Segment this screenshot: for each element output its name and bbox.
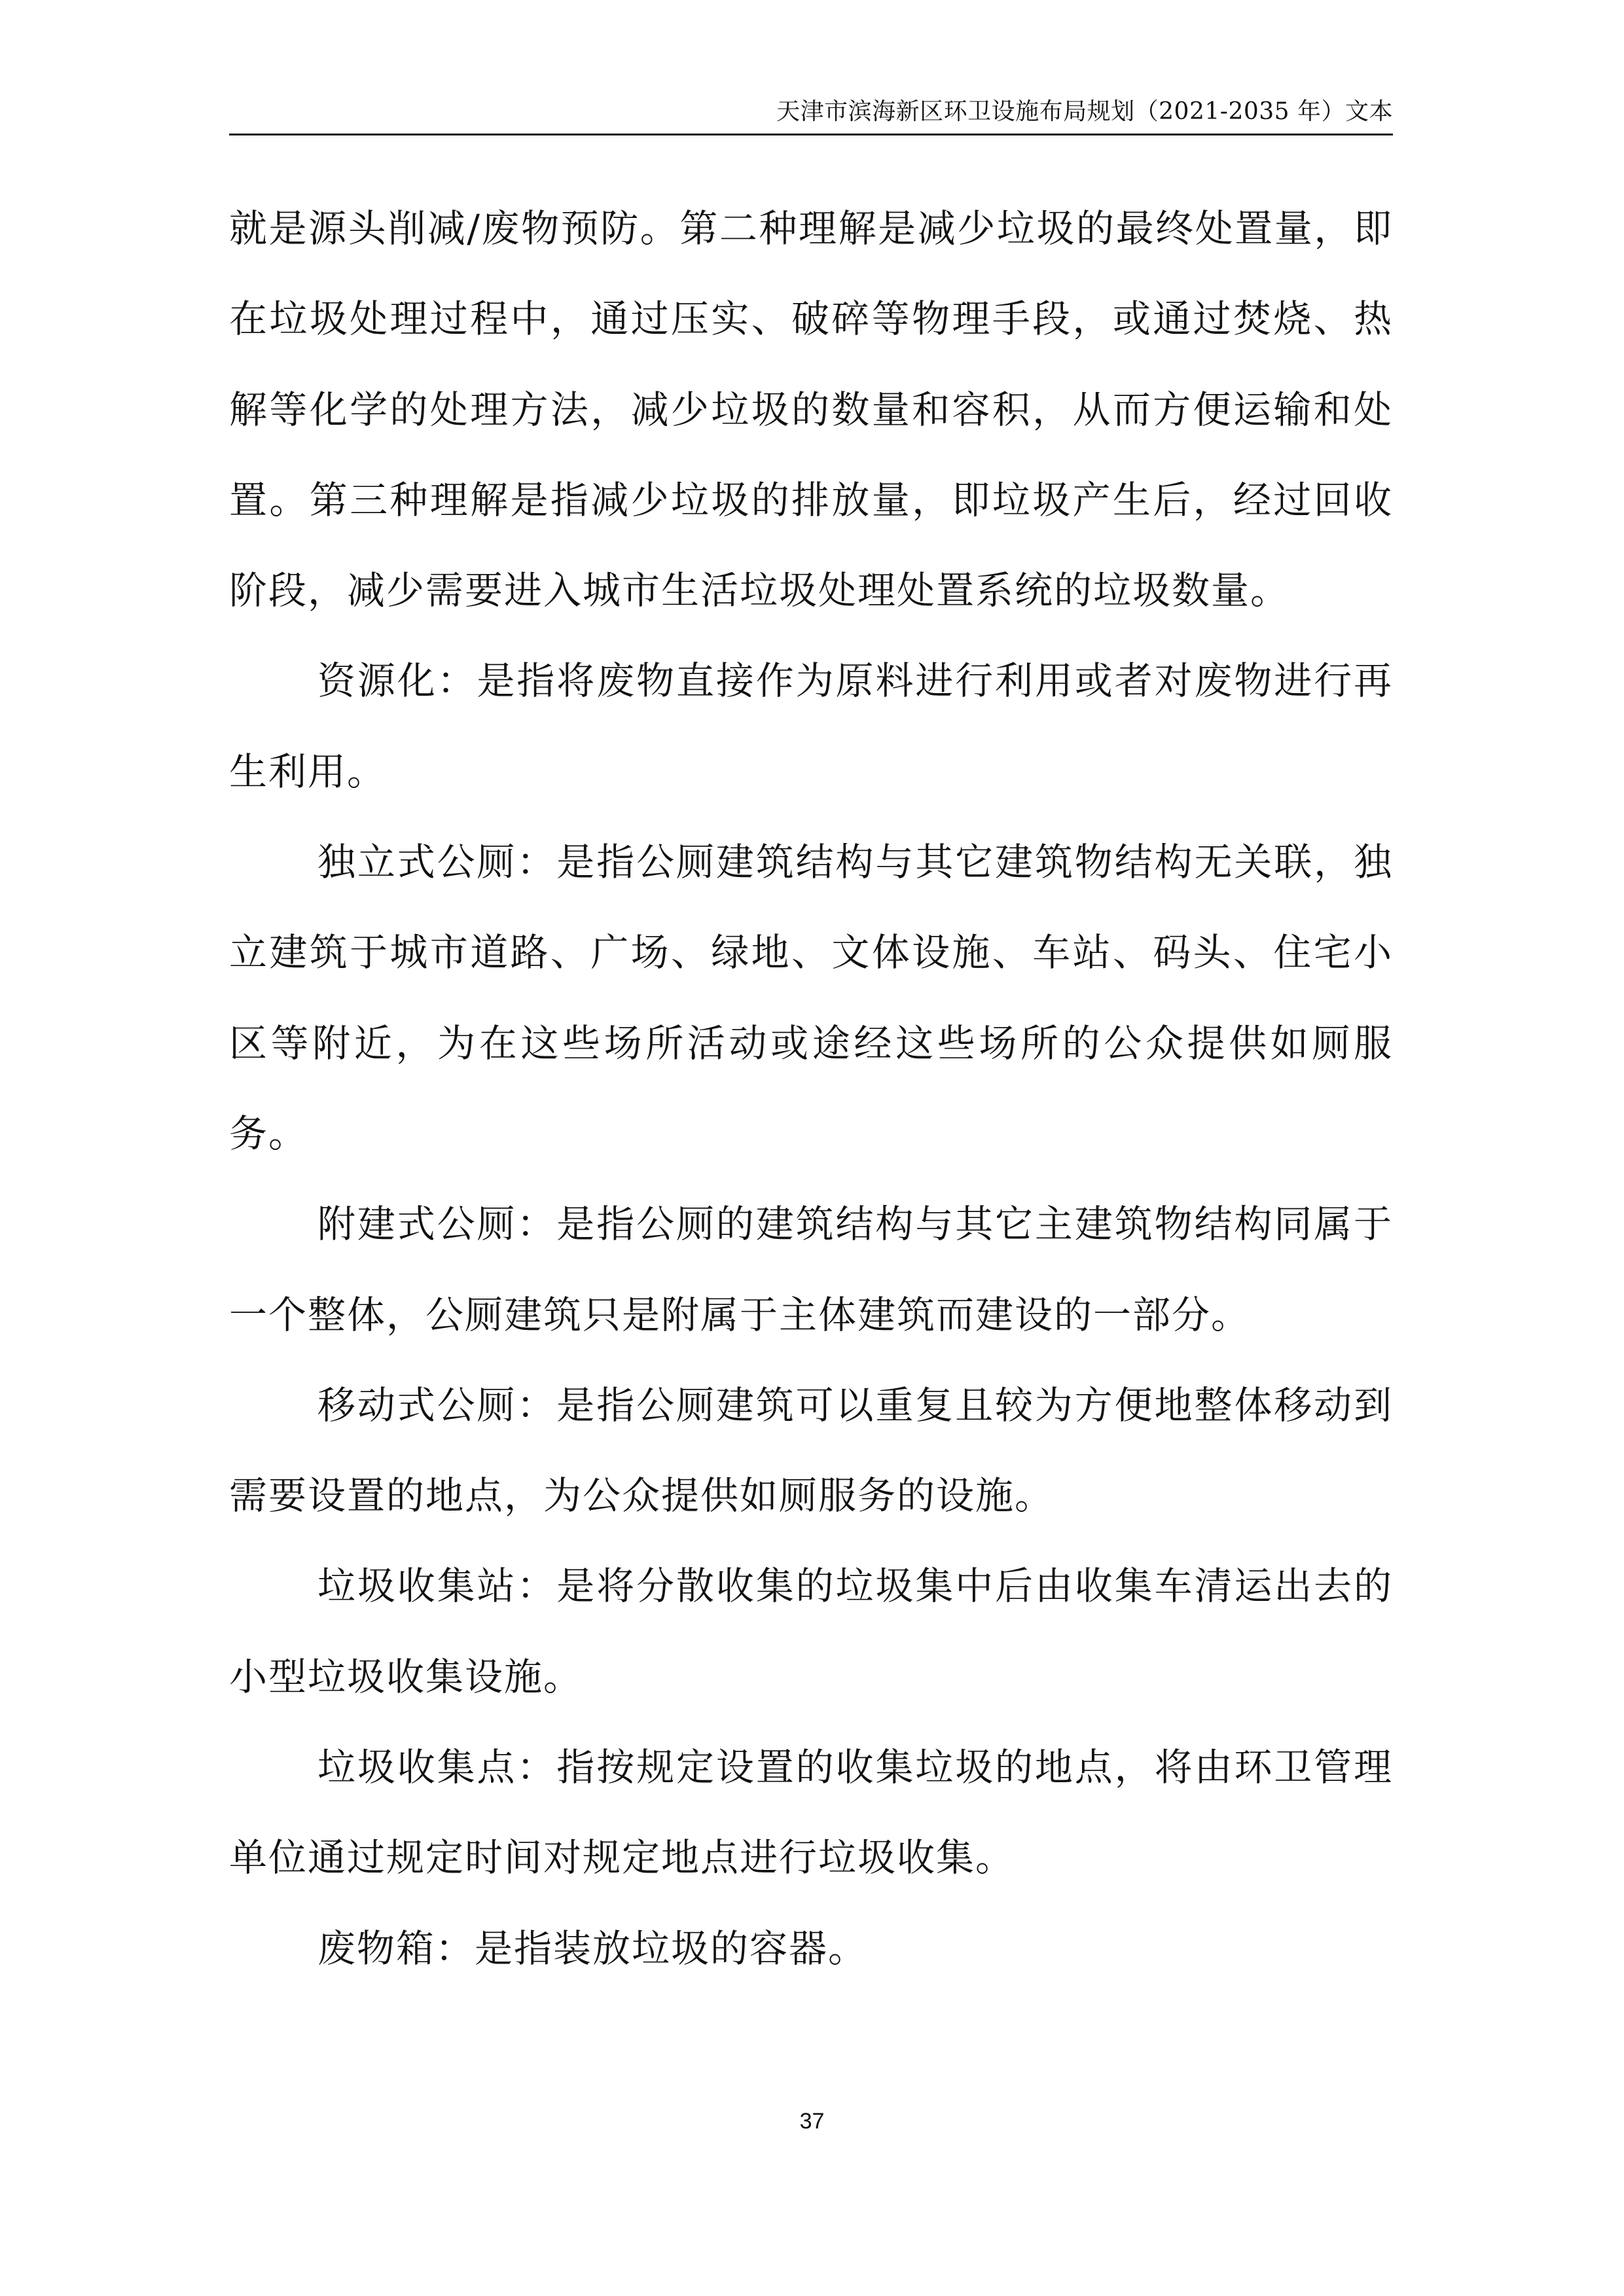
paragraph-continuation: 就是源头削减/废物预防。第二种理解是减少垃圾的最终处置量，即在垃圾处理过程中，通过压实、破碎等物理手段，或通过焚烧、热解等化学的处理方法，减少垃圾的数量和容积，从而方便运输和处置。第三种理解是指减少垃圾的排放量，即垃圾产生后，经过回收阶段，减少需要进入城市生活垃圾处理处置系统的垃圾数量。: [229, 206, 1393, 613]
paragraph-waste-bin: 废物箱：是指装放垃圾的容器。: [317, 1926, 868, 1971]
page-number: 37: [799, 2109, 825, 2134]
paragraph-resource-utilization: 资源化：是指将废物直接作为原料进行利用或者对废物进行再生利用。: [229, 658, 1393, 794]
paragraph-attached-toilet: 附建式公厕：是指公厕的建筑结构与其它主建筑物结构同属于一个整体，公厕建筑只是附属于主体建筑而建设的一部分。: [229, 1202, 1393, 1337]
paragraph-independent-toilet: 独立式公厕：是指公厕建筑结构与其它建筑物结构无关联，独立建筑于城市道路、广场、绿地、文体设施、车站、码头、住宅小区等附近，为在这些场所活动或途经这些场所的公众提供如厕服务。: [229, 840, 1393, 1156]
paragraph-collection-point: 垃圾收集点：指按规定设置的收集垃圾的地点，将由环卫管理单位通过规定时间对规定地点进行垃圾收集。: [229, 1745, 1393, 1880]
header-title: 天津市滨海新区环卫设施布局规划（2021-2035 年）文本: [776, 98, 1393, 125]
page-header: [229, 92, 1393, 135]
paragraph-collection-station: 垃圾收集站：是将分散收集的垃圾集中后由收集车清运出去的小型垃圾收集设施。: [229, 1564, 1393, 1699]
paragraph-mobile-toilet: 移动式公厕：是指公厕建筑可以重复且较为方便地整体移动到需要设置的地点，为公众提供如厕服务的设施。: [229, 1382, 1393, 1518]
document-body: [229, 183, 1393, 1994]
